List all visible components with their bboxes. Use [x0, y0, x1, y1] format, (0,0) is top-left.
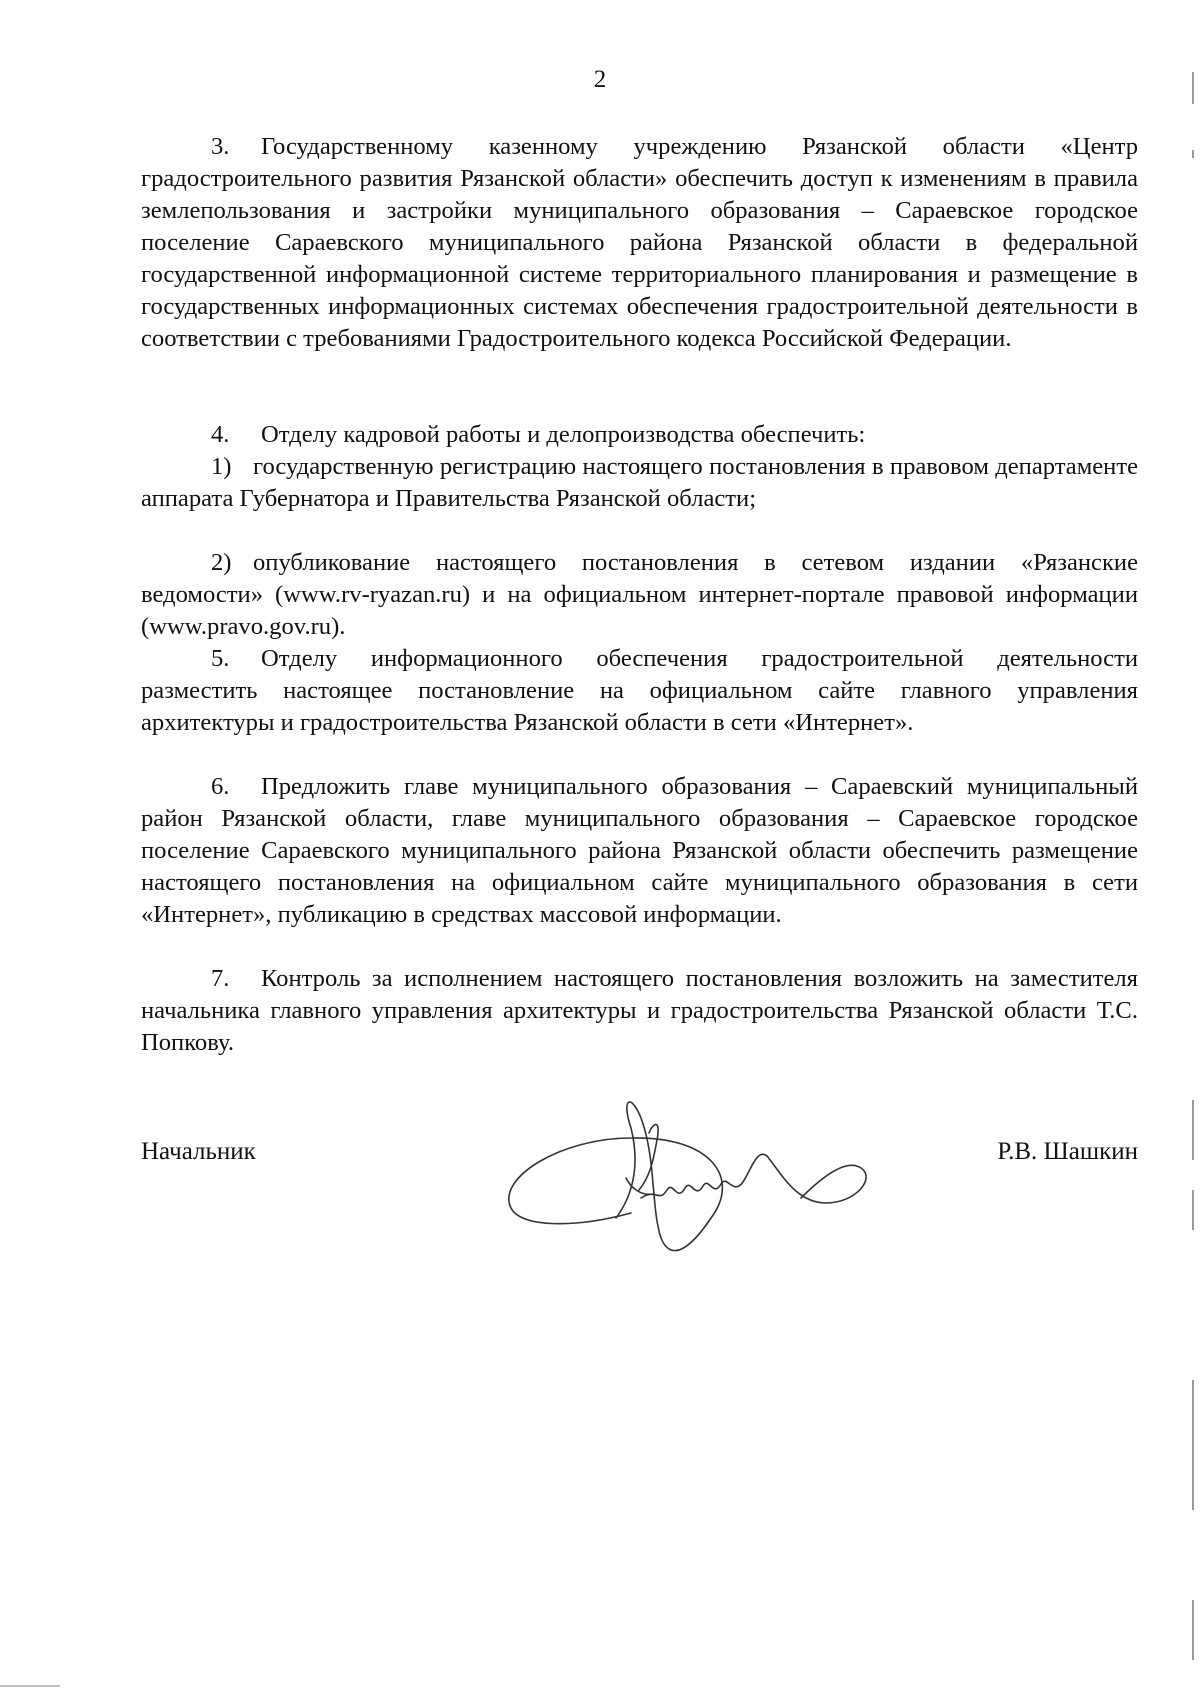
document-body [141, 131, 1138, 1059]
scan-corner-mark [0, 1685, 60, 1687]
paragraph-4-2 [141, 547, 1138, 643]
page-number: 2 [593, 66, 607, 93]
paragraph-text: государственную регистрацию настоящего постановления в правовом департаменте аппарата Губернатора и Правительства Рязанской области; [141, 453, 1138, 512]
paragraph-text: Отделу информационного обеспечения градостроительной деятельности разместить настоящее постановление на официальном сайте главного управления архитектуры и градостроительства Рязанской области в сети «Интернет». [141, 645, 1138, 736]
paragraph-number: 1) [211, 453, 232, 480]
paragraph-text: Отделу кадровой работы и делопроизводства обеспечить: [261, 421, 866, 448]
paragraph-number: 5. [211, 645, 230, 672]
paragraph-6 [141, 771, 1138, 963]
signatory-title: Начальник [141, 1138, 256, 1165]
paragraph-4-1 [141, 451, 1138, 547]
paragraph-4 [141, 419, 1138, 451]
paragraph-number: 6. [211, 773, 230, 800]
paragraph-text: Контроль за исполнением настоящего постановления возложить на заместителя начальника главного управления архитектуры и градостроительства Рязанской области Т.С. Попкову. [141, 965, 1138, 1056]
paragraph-number: 4. [211, 421, 230, 448]
signatory-name: Р.В. Шашкин [997, 1138, 1138, 1165]
paragraph-number: 2) [211, 549, 232, 576]
paragraph-text: Предложить главе муниципального образования – Сараевский муниципальный район Рязанской области, главе муниципального образования – Сараевское городское поселение Сараевского муниципального района Рязанской области обеспечить размещение настоящего постановления на официальном сайте муниципального образования в сети «Интернет», публикацию в средствах массовой информации. [141, 773, 1138, 928]
scan-edge-marks [1192, 0, 1194, 1697]
paragraph-7 [141, 963, 1138, 1059]
paragraph-5 [141, 643, 1138, 771]
signature-block [141, 1138, 1138, 1238]
paragraph-text: Государственному казенному учреждению Рязанской области «Центр градостроительного развития Рязанской области» обеспечить доступ к изменениям в правила землепользования и застройки муниципального образования – Сараевское городское поселение Сараевского муниципального района Рязанской области в федеральной государственной информационной системе территориального планирования и размещение в государственных информационных системах обеспечения градостроительной деятельности в соответствии с требованиями Градостроительного кодекса Российской Федерации. [141, 133, 1138, 352]
handwritten-signature [481, 1078, 901, 1268]
paragraph-number: 7. [211, 965, 230, 992]
paragraph-number: 3. [211, 133, 230, 160]
paragraph-3 [141, 131, 1138, 419]
paragraph-text: опубликование настоящего постановления в сетевом издании «Рязанские ведомости» (www.rv-ryazan.ru) и на официальном интернет-портале правовой информации (www.pravo.gov.ru). [141, 549, 1138, 640]
